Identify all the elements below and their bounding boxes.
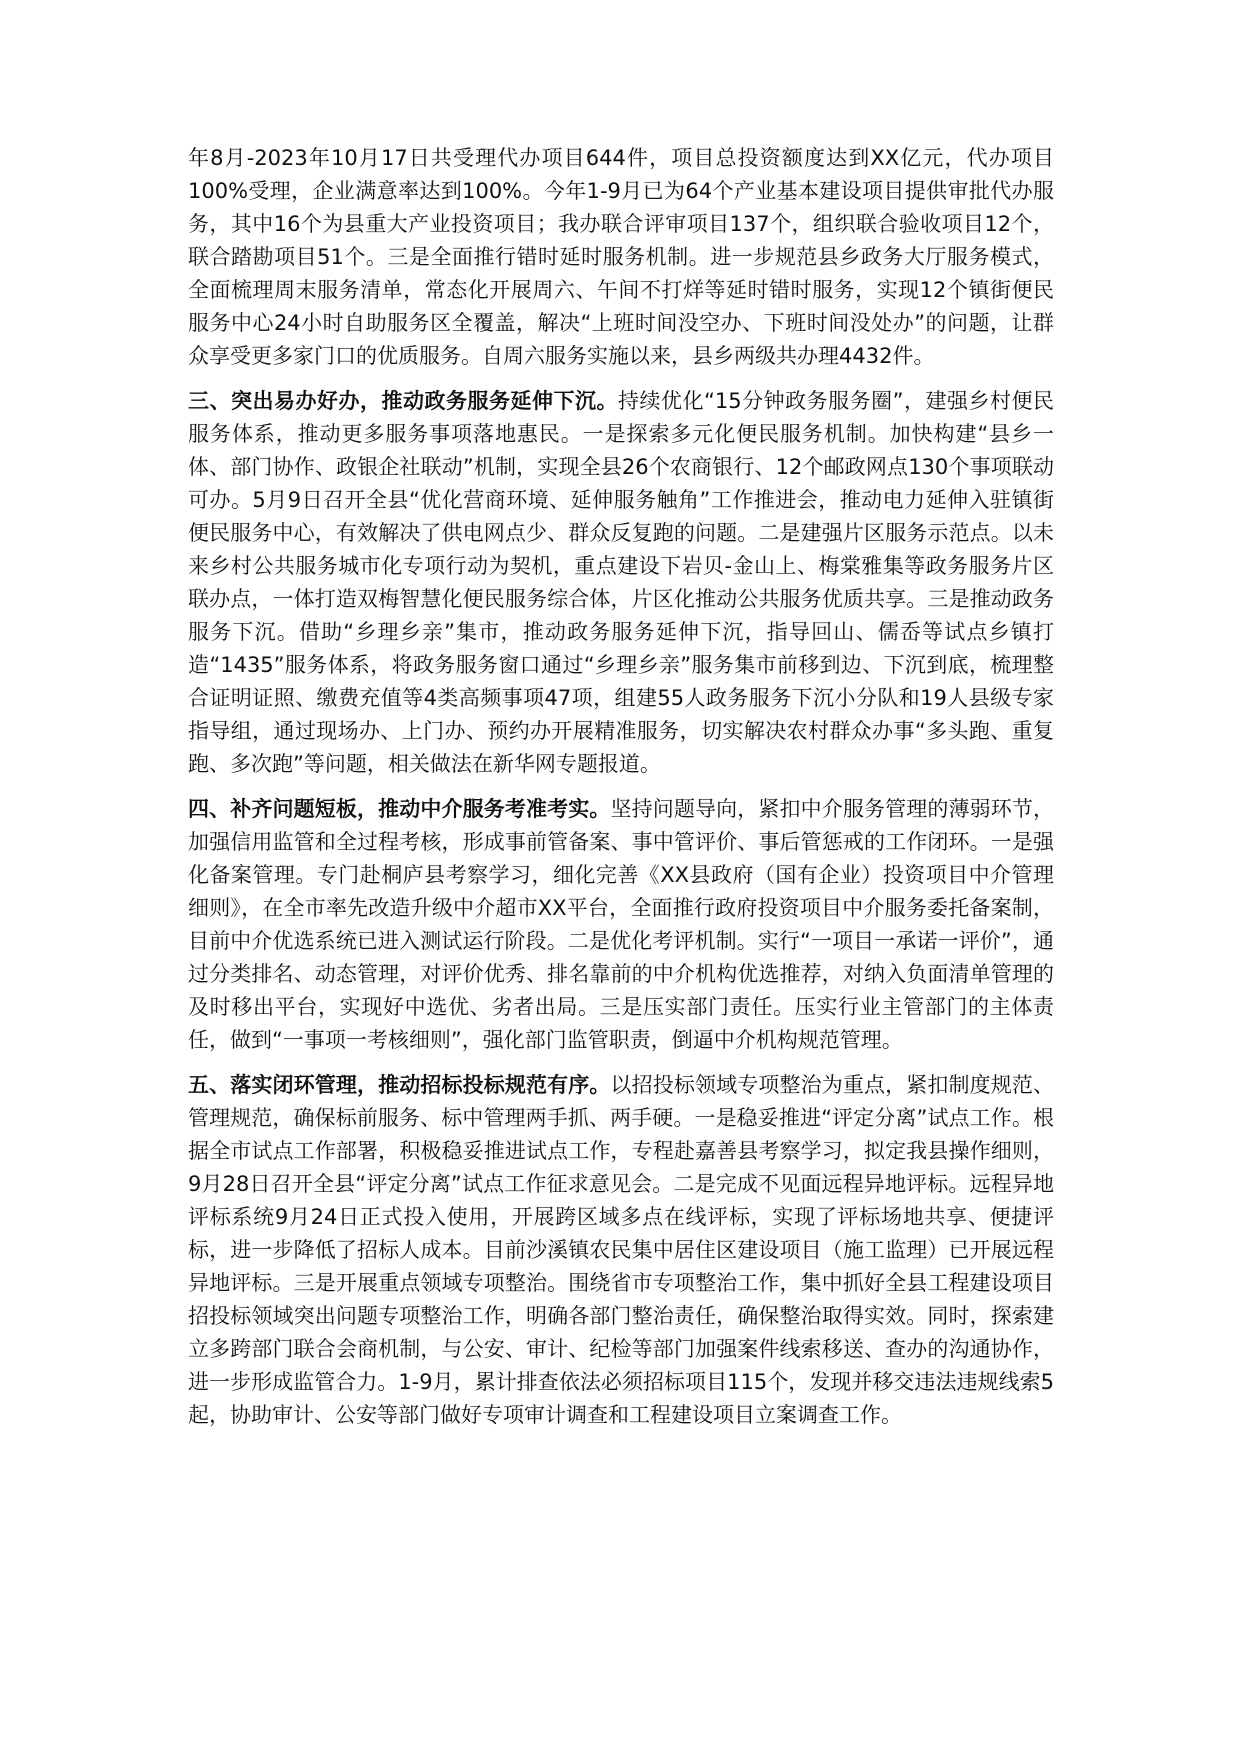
paragraph-1 [188,142,1054,373]
section-3-body: 持续优化“15分钟政务服务圈”，建强乡村便民服务体系，推动更多服务事项落地惠民。一是探索多元化便民服务机制。加快构建“县乡一体、部门协作、政银企社联动”机制，实现全县26个农商银行、12个邮政网点130个事项联动可办。5月9日召开全县“优化营商环境、延伸服务触角”工作推进会，推动电力延伸入驻镇街便民服务中心，有效解决了供电网点少、群众反复跑的问题。二是建强片区服务示范点。以未来乡村公共服务城市化专项行动为契机，重点建设下岩贝-金山上、梅棠雅集等政务服务片区联办点，一体打造双梅智慧化便民服务综合体，片区化推动公共服务优质共享。三是推动政务服务下沉。借助“乡理乡亲”集市，推动政务服务延伸下沉，指导回山、儒岙等试点乡镇打造“1435”服务体系，将政务服务窗口通过“乡理乡亲”服务集市前移到边、下沉到底，梳理整合证明证照、缴费充值等4类高频事项47项，组建55人政务服务下沉小分队和19人县级专家指导组，通过现场办、上门办、预约办开展精准服务，切实解决农村群众办事“多头跑、重复跑、多次跑”等问题，相关做法在新华网专题报道。 [188,389,1055,776]
paragraph-section-3 [188,385,1054,781]
section-4-body: 坚持问题导向，紧扣中介服务管理的薄弱环节，加强信用监管和全过程考核，形成事前管备案、事中管评价、事后管惩戒的工作闭环。一是强化备案管理。专门赴桐庐县考察学习，细化完善《XX县政府（国有企业）投资项目中介管理细则》，在全市率先改造升级中介超市XX平台，全面推行政府投资项目中介服务委托备案制，目前中介优选系统已进入测试运行阶段。二是优化考评机制。实行“一项目一承诺一评价”，通过分类排名、动态管理，对评价优秀、排名靠前的中介机构优选推荐，对纳入负面清单管理的及时移出平台，实现好中选优、劣者出局。三是压实部门责任。压实行业主管部门的主体责任，做到“一事项一考核细则”，强化部门监管职责，倒逼中介机构规范管理。 [188,797,1054,1052]
paragraph-section-4 [188,793,1054,1057]
paragraph-1-body: 年8月-2023年10月17日共受理代办项目644件，项目总投资额度达到XX亿元，代办项目100%受理，企业满意率达到100%。今年1-9月已为64个产业基本建设项目提供审批代办服务，其中16个为县重大产业投资项目；我办联合评审项目137个，组织联合验收项目12个，联合踏勘项目51个。三是全面推行错时延时服务机制。进一步规范县乡政务大厅服务模式，全面梳理周末服务清单，常态化开展周六、午间不打烊等延时错时服务，实现12个镇街便民服务中心24小时自助服务区全覆盖，解决“上班时间没空办、下班时间没处办”的问题，让群众享受更多家门口的优质服务。自周六服务实施以来，县乡两级共办理4432件。 [188,146,1054,368]
document-page [188,142,1054,1444]
section-5-heading: 五、落实闭环管理，推动招标投标规范有序。 [188,1073,611,1097]
section-4-heading: 四、补齐问题短板，推动中介服务考准考实。 [188,797,611,821]
section-5-body: 以招投标领域专项整治为重点，紧扣制度规范、管理规范，确保标前服务、标中管理两手抓、两手硬。一是稳妥推进“评定分离”试点工作。根据全市试点工作部署，积极稳妥推进试点工作，专程赴嘉善县考察学习，拟定我县操作细则，9月28日召开全县“评定分离”试点工作征求意见会。二是完成不见面远程异地评标。远程异地评标系统9月24日正式投入使用，开展跨区域多点在线评标，实现了评标场地共享、便捷评标，进一步降低了招标人成本。目前沙溪镇农民集中居住区建设项目（施工监理）已开展远程异地评标。三是开展重点领域专项整治。围绕省市专项整治工作，集中抓好全县工程建设项目招投标领域突出问题专项整治工作，明确各部门整治责任，确保整治取得实效。同时，探索建立多跨部门联合会商机制，与公安、审计、纪检等部门加强案件线索移送、查办的沟通协作，进一步形成监管合力。1-9月，累计排查依法必须招标项目115个，发现并移交违法违规线索5起，协助审计、公安等部门做好专项审计调查和工程建设项目立案调查工作。 [188,1073,1054,1427]
section-3-heading: 三、突出易办好办，推动政务服务延伸下沉。 [188,389,619,413]
paragraph-section-5 [188,1069,1054,1432]
